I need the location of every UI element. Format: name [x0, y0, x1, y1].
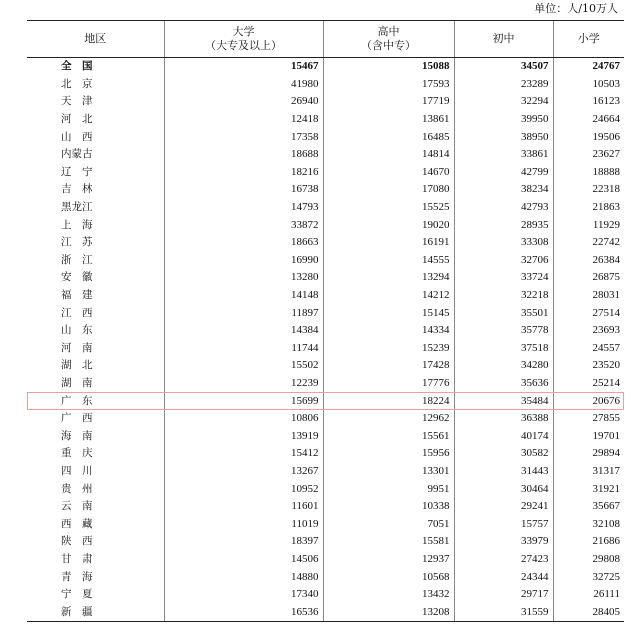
cell-primary: 18888 [553, 164, 624, 182]
cell-highschool: 15239 [323, 340, 454, 358]
cell-university: 14506 [164, 551, 323, 569]
cell-highschool: 17593 [323, 76, 454, 94]
cell-university: 18663 [164, 234, 323, 252]
cell-university: 13919 [164, 427, 323, 445]
cell-region: 新 疆 [27, 603, 164, 621]
cell-region: 河 北 [61, 113, 93, 126]
cell-region: 湖 北 [61, 359, 93, 372]
table-row [27, 58, 624, 76]
cell-region: 河 南 [61, 341, 93, 354]
cell-region: 山 东 [61, 324, 93, 337]
table-row [27, 445, 624, 463]
cell-highschool: 15525 [323, 199, 454, 217]
cell-university: 41980 [164, 76, 323, 94]
cell-middle: 30582 [454, 445, 553, 463]
cell-highschool: 14555 [323, 252, 454, 270]
cell-middle: 24344 [454, 568, 553, 586]
cell-university: 16536 [164, 603, 323, 621]
cell-region: 甘 肃 [61, 552, 93, 565]
cell-primary: 26875 [553, 269, 624, 287]
cell-region: 天 津 [61, 95, 93, 108]
cell-region: 江 西 [61, 306, 93, 319]
cell-region: 福 建 [61, 289, 93, 302]
cell-middle: 30464 [454, 480, 553, 498]
table-row [27, 551, 624, 569]
cell-highschool: 13861 [323, 111, 454, 129]
header-row [27, 21, 624, 58]
cell-university: 16738 [164, 181, 323, 199]
cell-highschool: 10338 [323, 498, 454, 516]
cell-middle: 31559 [454, 603, 553, 621]
cell-primary: 31317 [553, 463, 624, 481]
cell-highschool: 18224 [323, 392, 454, 410]
cell-middle: 34280 [454, 357, 553, 375]
cell-region: 全 国 [61, 60, 93, 73]
cell-region: 浙 江 [61, 253, 93, 266]
cell-region: 湖 南 [61, 376, 93, 389]
cell-university: 15412 [164, 445, 323, 463]
cell-highschool: 15561 [323, 427, 454, 445]
cell-university: 17340 [164, 586, 323, 604]
cell-primary: 29808 [553, 551, 624, 569]
cell-university: 15502 [164, 357, 323, 375]
cell-university: 12418 [164, 111, 323, 129]
cell-middle: 28935 [454, 216, 553, 234]
cell-middle: 39950 [454, 111, 553, 129]
cell-highschool: 7051 [323, 515, 454, 533]
cell-primary: 23693 [553, 322, 624, 340]
cell-middle: 35778 [454, 322, 553, 340]
cell-highschool: 15088 [323, 58, 454, 76]
cell-highschool: 16485 [323, 128, 454, 146]
table-row [27, 304, 624, 322]
cell-middle: 40174 [454, 427, 553, 445]
cell-highschool: 13294 [323, 269, 454, 287]
cell-middle: 36388 [454, 410, 553, 428]
cell-highschool: 15956 [323, 445, 454, 463]
cell-region: 重 庆 [61, 447, 93, 460]
cell-highschool: 14334 [323, 322, 454, 340]
header-region: 地区 [27, 21, 164, 58]
cell-highschool: 13208 [323, 603, 454, 621]
cell-primary: 25214 [553, 375, 624, 393]
table-row [27, 181, 624, 199]
cell-region: 北 京 [61, 77, 93, 90]
education-table [27, 20, 624, 622]
cell-highschool: 15145 [323, 304, 454, 322]
unit-label: 单位：人/10万人 [534, 2, 618, 15]
cell-university: 10806 [164, 410, 323, 428]
table-row [27, 392, 624, 410]
table-row [27, 568, 624, 586]
table-row [27, 216, 624, 234]
cell-university: 11019 [164, 515, 323, 533]
cell-region: 上 海 [61, 218, 93, 231]
table-row [27, 199, 624, 217]
cell-region: 安 徽 [61, 271, 93, 284]
cell-primary: 24557 [553, 340, 624, 358]
cell-region: 广 东 [61, 394, 93, 407]
cell-region: 西 藏 [61, 517, 93, 530]
cell-highschool: 12962 [323, 410, 454, 428]
table-row [27, 128, 624, 146]
table-row [27, 111, 624, 129]
cell-university: 14384 [164, 322, 323, 340]
cell-region: 四 川 [61, 464, 93, 477]
cell-primary: 10503 [553, 76, 624, 94]
cell-primary: 21686 [553, 533, 624, 551]
cell-highschool: 10568 [323, 568, 454, 586]
cell-primary: 28405 [553, 603, 624, 621]
cell-middle: 29241 [454, 498, 553, 516]
cell-region: 宁 夏 [61, 588, 93, 601]
table-row [27, 93, 624, 111]
cell-middle: 32706 [454, 252, 553, 270]
cell-region: 云 南 [61, 500, 93, 513]
cell-university: 11744 [164, 340, 323, 358]
cell-primary: 19506 [553, 128, 624, 146]
cell-middle: 35636 [454, 375, 553, 393]
cell-region: 陕 西 [61, 535, 93, 548]
cell-primary: 11929 [553, 216, 624, 234]
cell-primary: 26384 [553, 252, 624, 270]
cell-middle: 32294 [454, 93, 553, 111]
cell-university: 11601 [164, 498, 323, 516]
cell-region: 山 西 [61, 130, 93, 143]
cell-primary: 32725 [553, 568, 624, 586]
cell-primary: 23627 [553, 146, 624, 164]
cell-middle: 31443 [454, 463, 553, 481]
cell-region: 黑龙江 [61, 201, 93, 214]
cell-primary: 26111 [553, 586, 624, 604]
cell-primary: 23520 [553, 357, 624, 375]
cell-university: 33872 [164, 216, 323, 234]
cell-university: 17358 [164, 128, 323, 146]
cell-primary: 27514 [553, 304, 624, 322]
cell-highschool: 9951 [323, 480, 454, 498]
cell-primary: 22742 [553, 234, 624, 252]
cell-primary: 22318 [553, 181, 624, 199]
table-row [27, 586, 624, 604]
table-row [27, 76, 624, 94]
header-highschool-sub: （含中专） [361, 39, 416, 52]
cell-highschool: 13301 [323, 463, 454, 481]
cell-middle: 33724 [454, 269, 553, 287]
cell-middle: 29717 [454, 586, 553, 604]
cell-middle: 33308 [454, 234, 553, 252]
cell-region: 贵 州 [61, 482, 93, 495]
cell-middle: 42799 [454, 164, 553, 182]
cell-university: 14880 [164, 568, 323, 586]
cell-university: 18397 [164, 533, 323, 551]
header-university [164, 21, 323, 58]
cell-middle: 35501 [454, 304, 553, 322]
cell-primary: 19701 [553, 427, 624, 445]
cell-university: 16990 [164, 252, 323, 270]
table-row [27, 515, 624, 533]
table-row [27, 252, 624, 270]
cell-primary: 24664 [553, 111, 624, 129]
cell-middle: 32218 [454, 287, 553, 305]
cell-region: 海 南 [61, 429, 93, 442]
cell-university: 10952 [164, 480, 323, 498]
table-row [27, 269, 624, 287]
cell-middle: 33861 [454, 146, 553, 164]
cell-university: 12239 [164, 375, 323, 393]
cell-highschool: 15581 [323, 533, 454, 551]
table-body [27, 58, 624, 622]
cell-university: 13280 [164, 269, 323, 287]
cell-highschool: 13432 [323, 586, 454, 604]
cell-highschool: 17776 [323, 375, 454, 393]
cell-highschool: 19020 [323, 216, 454, 234]
cell-highschool: 17428 [323, 357, 454, 375]
header-primary: 小学 [553, 21, 624, 58]
cell-highschool: 14814 [323, 146, 454, 164]
cell-middle: 38950 [454, 128, 553, 146]
cell-university: 15699 [164, 392, 323, 410]
table-row [27, 146, 624, 164]
cell-university: 14793 [164, 199, 323, 217]
cell-primary: 29894 [553, 445, 624, 463]
table-row [27, 463, 624, 481]
cell-region: 吉 林 [61, 183, 93, 196]
table-row [27, 340, 624, 358]
table-row [27, 234, 624, 252]
cell-university: 18688 [164, 146, 323, 164]
cell-university: 11897 [164, 304, 323, 322]
cell-university: 18216 [164, 164, 323, 182]
cell-primary: 28031 [553, 287, 624, 305]
table-row [27, 375, 624, 393]
cell-highschool: 12937 [323, 551, 454, 569]
table-row [27, 603, 624, 621]
cell-primary: 27855 [553, 410, 624, 428]
table-row [27, 287, 624, 305]
cell-middle: 23289 [454, 76, 553, 94]
table-row [27, 480, 624, 498]
table-row [27, 357, 624, 375]
table-row [27, 498, 624, 516]
cell-primary: 21863 [553, 199, 624, 217]
cell-primary: 31921 [553, 480, 624, 498]
header-middle: 初中 [454, 21, 553, 58]
cell-region: 辽 宁 [61, 165, 93, 178]
table-row [27, 410, 624, 428]
header-university-sub: （大专及以上） [205, 39, 282, 52]
cell-middle: 35484 [454, 392, 553, 410]
header-university-label: 大学 [232, 25, 255, 38]
cell-highschool: 14670 [323, 164, 454, 182]
cell-primary: 32108 [553, 515, 624, 533]
table-row [27, 427, 624, 445]
cell-university: 14148 [164, 287, 323, 305]
cell-primary: 16123 [553, 93, 624, 111]
cell-university: 26940 [164, 93, 323, 111]
table-row [27, 164, 624, 182]
cell-university: 15467 [164, 58, 323, 76]
cell-middle: 38234 [454, 181, 553, 199]
cell-primary: 20676 [553, 392, 624, 410]
table-row [27, 533, 624, 551]
cell-middle: 33979 [454, 533, 553, 551]
header-highschool-label: 高中 [377, 25, 400, 38]
cell-region: 内蒙古 [61, 148, 93, 161]
cell-middle: 15757 [454, 515, 553, 533]
cell-highschool: 17719 [323, 93, 454, 111]
cell-middle: 34507 [454, 58, 553, 76]
cell-university: 13267 [164, 463, 323, 481]
cell-middle: 27423 [454, 551, 553, 569]
header-highschool [323, 21, 454, 58]
cell-primary: 24767 [553, 58, 624, 76]
cell-highschool: 17080 [323, 181, 454, 199]
cell-region: 江 苏 [61, 236, 93, 249]
cell-middle: 37518 [454, 340, 553, 358]
cell-region: 广 西 [61, 412, 93, 425]
cell-middle: 42793 [454, 199, 553, 217]
cell-primary: 35667 [553, 498, 624, 516]
cell-highschool: 14212 [323, 287, 454, 305]
cell-region: 青 海 [61, 570, 93, 583]
cell-highschool: 16191 [323, 234, 454, 252]
table-row [27, 322, 624, 340]
